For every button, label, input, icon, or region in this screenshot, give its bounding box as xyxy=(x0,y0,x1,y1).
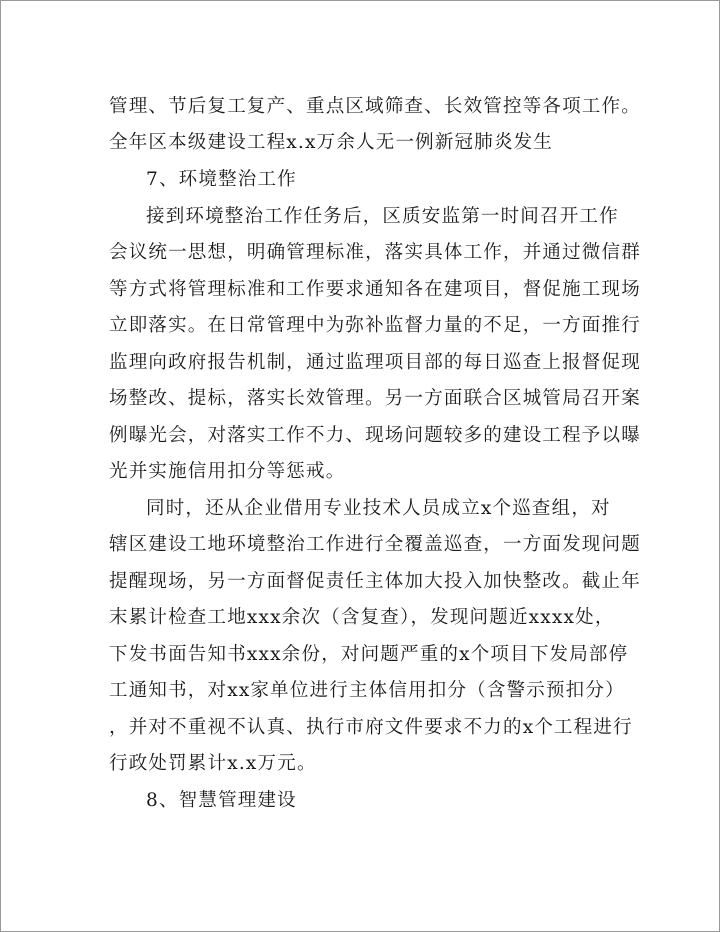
text-line-16: 下发书面告知书xxx余份，对问题严重的x个项目下发局部停 xyxy=(109,644,629,665)
text-line-9: 场整改、提标，落实长效管理。另一方面联合区城管局召开案 xyxy=(109,388,641,409)
text-line-1: 管理、节后复工复产、重点区域筛查、长效管控等各项工作。 xyxy=(109,96,641,117)
text-line-15: 末累计检查工地xxx余次（含复查），发现问题近xxxx处， xyxy=(109,607,615,628)
section-heading-8: 8、智慧管理建设 xyxy=(146,790,297,811)
text-line-14: 提醒现场，另一方面督促责任主体加大投入加快整改。截止年 xyxy=(109,571,641,592)
text-line-19: 行政处罚累计x.x万元。 xyxy=(109,753,317,774)
text-line-4: 接到环境整治工作任务后，区质安监第一时间召开工作 xyxy=(146,206,619,227)
text-line-13: 辖区建设工地环境整治工作进行全覆盖巡查，一方面发现问题 xyxy=(109,534,641,555)
text-line-18: ，并对不重视不认真、执行市府文件要求不力的x个工程进行 xyxy=(109,717,633,738)
text-line-11: 光并实施信用扣分等惩戒。 xyxy=(109,461,346,482)
text-line-12: 同时，还从企业借用专业技术人员成立x个巡查组，对 xyxy=(146,498,611,519)
text-line-17: 工通知书，对xx家单位进行主体信用扣分（含警示预扣分） xyxy=(109,680,625,701)
text-line-8: 监理向政府报告机制，通过监理项目部的每日巡查上报督促现 xyxy=(109,352,641,373)
text-line-6: 等方式将管理标准和工作要求通知各在建项目，督促施工现场 xyxy=(109,279,641,300)
section-heading-7: 7、环境整治工作 xyxy=(146,169,297,190)
text-line-10: 例曝光会，对落实工作不力、现场问题较多的建设工程予以曝 xyxy=(109,425,641,446)
text-line-5: 会议统一思想，明确管理标准，落实具体工作，并通过微信群 xyxy=(109,242,641,263)
text-line-2: 全年区本级建设工程x.x万余人无一例新冠肺炎发生 xyxy=(109,132,554,153)
text-line-7: 立即落实。在日常管理中为弥补监督力量的不足，一方面推行 xyxy=(109,315,641,336)
